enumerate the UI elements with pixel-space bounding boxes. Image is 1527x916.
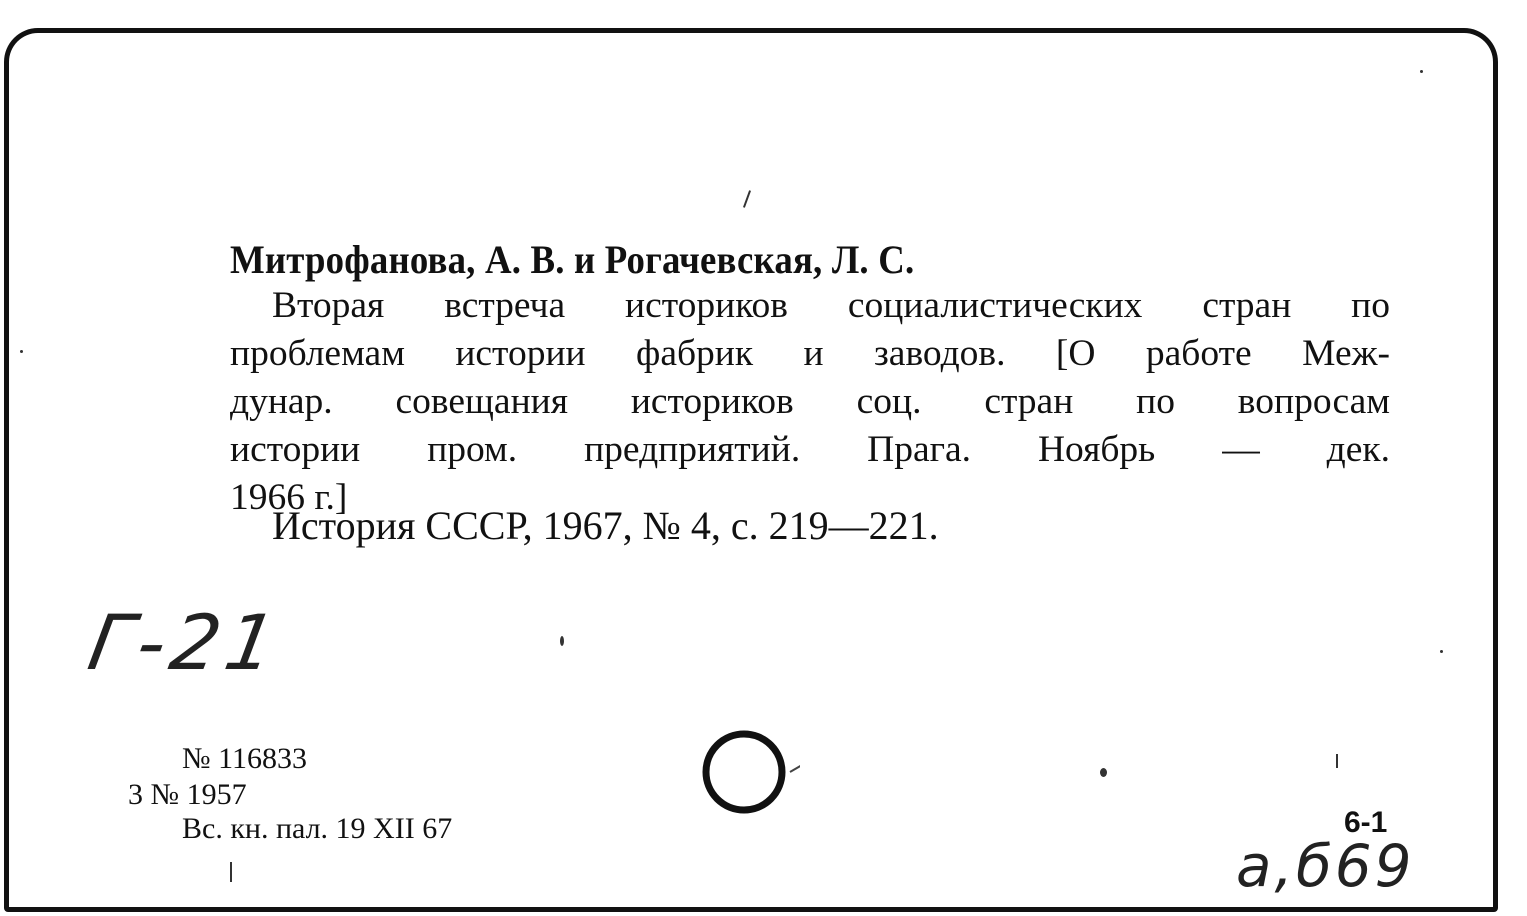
description-line: проблемам истории фабрик и заводов. [О работе Меж- bbox=[230, 333, 1390, 374]
card-source: История СССР, 1967, № 4, с. 219—221. bbox=[272, 503, 939, 548]
record-number-secondary: 3 № 1957 bbox=[128, 778, 247, 811]
ink-speck bbox=[1420, 70, 1423, 73]
card-description bbox=[230, 282, 1390, 522]
description-line: 1966 г.] bbox=[230, 477, 348, 518]
description-line: дунар. совещания историков соц. стран по вопросам bbox=[230, 381, 1390, 422]
ink-speck bbox=[20, 350, 23, 353]
description-line: истории пром. предприятий. Прага. Ноябрь — дек. bbox=[230, 429, 1390, 470]
ink-mark bbox=[1336, 754, 1338, 768]
ink-mark bbox=[230, 862, 232, 882]
card-code: 6-1 bbox=[1344, 806, 1388, 839]
ink-speck bbox=[1440, 650, 1443, 653]
ink-speck bbox=[560, 636, 564, 646]
record-number: № 116833 bbox=[182, 742, 308, 775]
handwritten-shelf-mark: Г-21 bbox=[82, 598, 289, 687]
card-author: Митрофанова, А. В. и Рогачевская, Л. С. bbox=[230, 237, 915, 282]
handwritten-inventory: а,б69 bbox=[1236, 832, 1415, 900]
book-chamber-note: Вс. кн. пал. 19 XII 67 bbox=[182, 812, 453, 845]
punch-hole-icon bbox=[700, 722, 800, 822]
ink-speck bbox=[1100, 768, 1107, 777]
description-line: Вторая встреча историков социалистических стран по bbox=[272, 285, 1390, 326]
